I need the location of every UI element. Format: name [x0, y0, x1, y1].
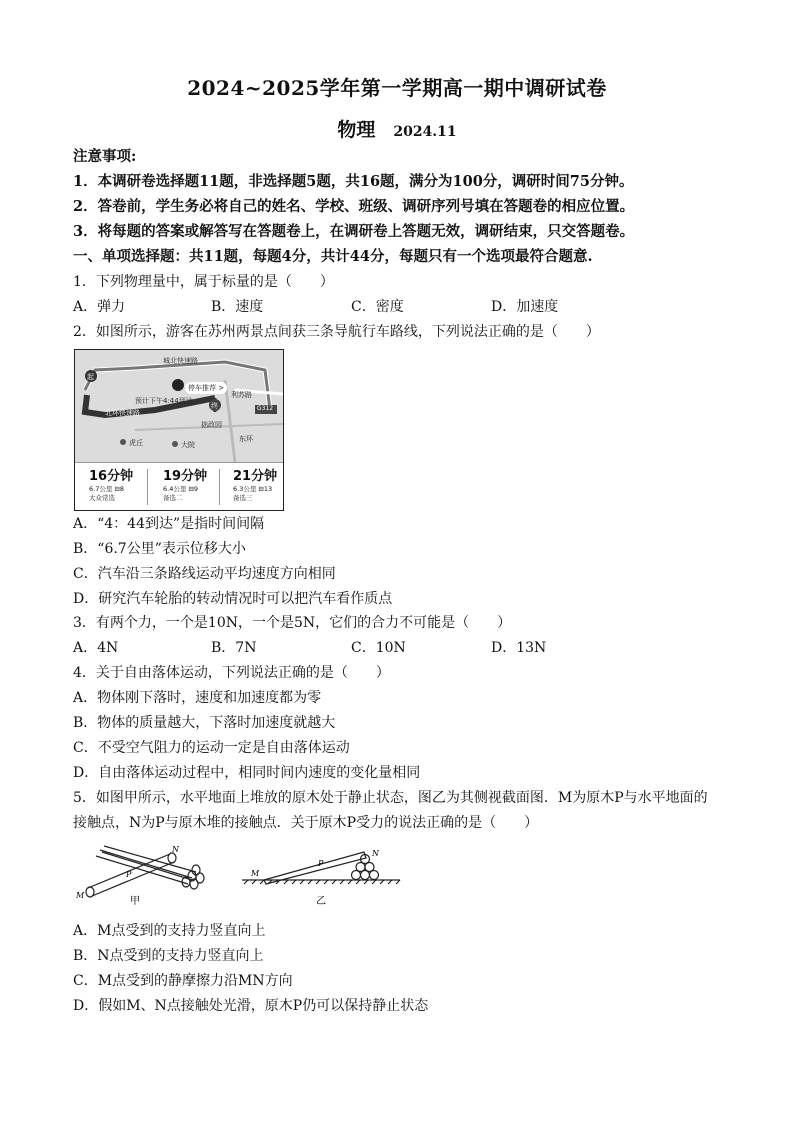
route-options-panel [75, 462, 283, 511]
exam-subtitle [0, 115, 794, 142]
route-tag: 大众常选 [89, 494, 115, 502]
poi-label: 虎丘 [129, 439, 143, 447]
q3-options [73, 639, 713, 657]
q1-option-b: B．速度 [211, 299, 264, 315]
label-N-jia: N [172, 845, 179, 854]
navigation-map-figure [74, 349, 284, 511]
route-time: 16分钟 [89, 469, 134, 484]
q5-option-b: B．N点受到的支持力竖直向上 [73, 948, 264, 964]
q1-stem: 1．下列物理量中，属于标量的是（ ） [73, 274, 334, 290]
road-label: 城北快速路 [163, 357, 198, 365]
q4-stem: 4．关于自由落体运动，下列说法正确的是（ ） [73, 665, 390, 681]
section-heading: 一、单项选择题：共11题，每题4分，共计44分，每题只有一个选项最符合题意. [73, 248, 593, 265]
dest-name: 拙政园 [201, 421, 222, 429]
q5-stem: 5．如图甲所示，水平地面上堆放的原木处于静止状态，图乙为其侧视截面图．M为原木P与水平地面的 [73, 790, 708, 806]
divider [147, 469, 148, 505]
road-label: 北环快速路 [105, 409, 140, 417]
q2-option-d: D．研究汽车轮胎的转动情况时可以把汽车看作质点 [73, 591, 393, 607]
label-P-yi: P [318, 859, 324, 868]
exam-title: 2024~2025学年第一学期高一期中调研试卷 [187, 76, 607, 100]
route-tag: 备选三 [233, 494, 253, 502]
log-pile-drawing [74, 840, 414, 910]
label-M-yi: M [251, 869, 260, 878]
route-option [89, 465, 133, 502]
q2-option-b: B．“6.7公里”表示位移大小 [73, 541, 246, 557]
poi-label: 大院 [181, 441, 195, 449]
q1-option-c: C．密度 [351, 299, 404, 315]
arrival-note: 预计下午4:44到达 [135, 397, 193, 405]
q3-option-d: D．13N [491, 640, 547, 656]
figure-caption-yi: 乙 [316, 896, 326, 907]
divider [219, 469, 220, 505]
exam-date: 2024.11 [393, 124, 457, 140]
q4-option-d: D．自由落体运动过程中，相同时间内速度的变化量相同 [73, 765, 421, 781]
q3-option-b: B．7N [211, 640, 257, 656]
label-P-jia: P [126, 870, 132, 879]
q5-option-d: D．假如M、N点接触处光滑，原木P仍可以保持静止状态 [73, 998, 429, 1014]
q5-stem: 接触点，N为P与原木堆的接触点．关于原木P受力的说法正确的是（ ） [73, 815, 539, 831]
q5-option-a: A．M点受到的支持力竖直向上 [73, 923, 266, 939]
route-option [233, 465, 277, 502]
label-N-yi: N [372, 849, 379, 858]
map-roads [75, 350, 283, 462]
route-tag: 备选二 [163, 494, 183, 502]
q4-option-a: A．物体刚下落时，速度和加速度都为零 [73, 690, 322, 706]
start-marker: 起 [87, 373, 94, 381]
route-detail: 6.7公里 ⊟8 [89, 485, 124, 493]
log-pile-figure [74, 840, 414, 910]
note-item: 1．本调研卷选择题11题，非选择题5题，共16题，满分为100分，调研时间75分钟。 [73, 173, 634, 190]
q5-option-c: C．M点受到的静摩擦力沿MN方向 [73, 973, 293, 989]
note-item: 2．答卷前，学生务必将自己的姓名、学校、班级、调研序列号填在答题卷的相应位置。 [73, 198, 635, 215]
parking-chip: 停车推荐 > [185, 382, 227, 394]
route-detail: 6.3公里 ⊟13 [233, 485, 273, 493]
route-option [163, 465, 207, 502]
q2-option-c: C．汽车沿三条路线运动平均速度方向相同 [73, 566, 336, 582]
q1-option-d: D．加速度 [491, 299, 559, 315]
q4-option-b: B．物体的质量越大，下落时加速度就越大 [73, 715, 336, 731]
q3-option-c: C．10N [351, 640, 406, 656]
subject-label: 物理 [337, 119, 376, 141]
road-label: 东环 [239, 435, 253, 443]
q3-option-a: A．4N [73, 640, 119, 656]
road-label: 利苏路 [231, 391, 252, 399]
q4-option-c: C．不受空气阻力的运动一定是自由落体运动 [73, 740, 350, 756]
q1-options [73, 298, 713, 316]
q2-stem: 2．如图所示，游客在苏州两景点间获三条导航行车路线，下列说法正确的是（ ） [73, 324, 600, 340]
q1-option-a: A．弹力 [73, 299, 126, 315]
q3-stem: 3．有两个力，一个是10N，一个是5N，它们的合力不可能是（ ） [73, 615, 512, 631]
label-M-jia: M [76, 891, 85, 900]
dest-marker: 终 [211, 402, 218, 410]
figure-caption-jia: 甲 [130, 896, 140, 907]
road-badge: G312 [257, 405, 274, 412]
note-item: 3．将每题的答案或解答写在答题卷上，在调研卷上答题无效，调研结束，只交答题卷。 [73, 223, 635, 240]
notes-heading: 注意事项: [73, 148, 137, 165]
route-detail: 6.4公里 ⊟9 [163, 485, 198, 493]
q2-option-a: A．“4：44到达”是指时间间隔 [73, 516, 265, 532]
route-time: 19分钟 [163, 469, 208, 484]
route-time: 21分钟 [233, 469, 278, 484]
